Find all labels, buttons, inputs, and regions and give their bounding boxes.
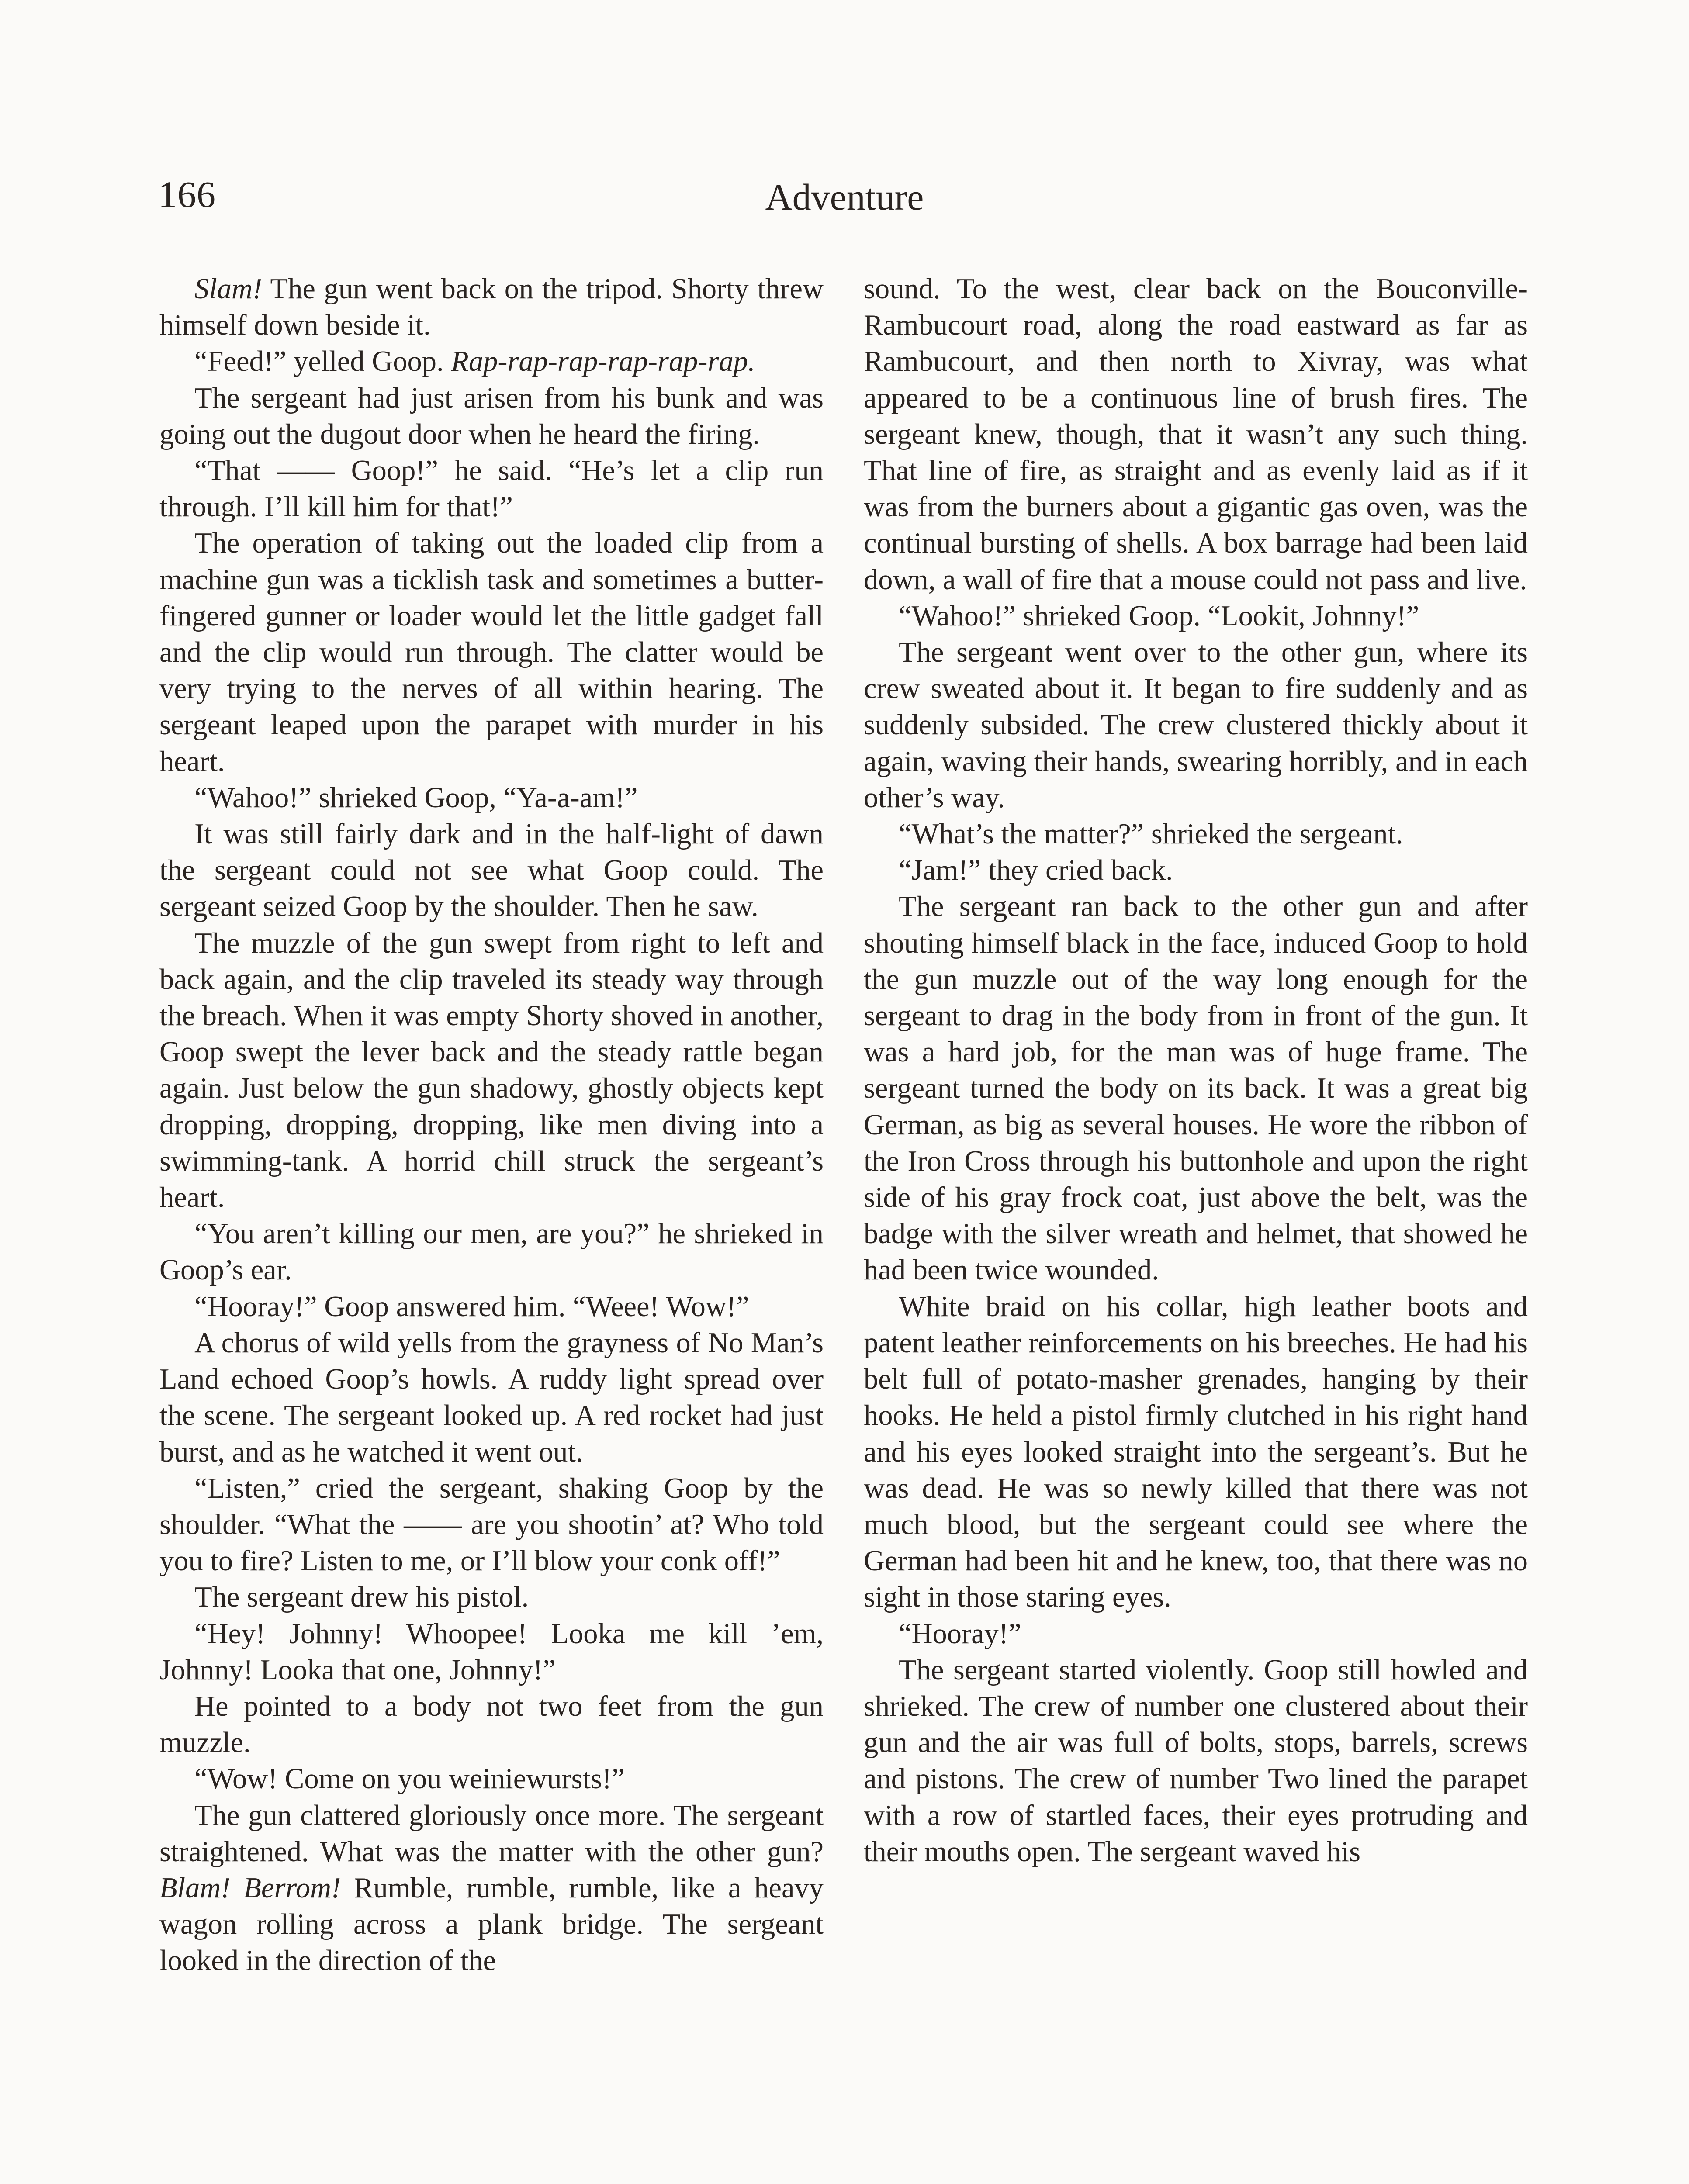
paragraph: “Wow! Come on you weiniewursts!”: [194, 1763, 625, 1795]
paragraph: The muzzle of the gun swept from right to left and back again, and the clip traveled its steady way through the breach. When it was empty Shorty shoved in another, Goop swept the lever back and the steady rattle began again. Just below the gun shadowy, ghostly objects kept dropping, dropping, dropping, like men diving into a swimming-tank. A horrid chill struck the sergeant’s heart.: [159, 927, 824, 1214]
paragraph: A chorus of wild yells from the grayness of No Man’s Land echoed Goop’s howls. A ruddy light spread over the scene. The sergeant looked up. A red rocket had just burst, and as he watched it went out.: [159, 1327, 824, 1468]
paragraph: “Hey! Johnny! Whoopee! Looka me kill ’em, Johnny! Looka that one, Johnny!”: [159, 1617, 824, 1686]
paragraph: The gun clattered gloriously once more. The sergeant straightened. What was the matter with the other gun? Blam! Berrom! Rumble, rumble, rumble, like a heavy wagon rolling across a plank bridge. The sergeant looked in the direction of the: [159, 1799, 824, 1977]
paragraph: “You aren’t killing our men, are you?” he shrieked in Goop’s ear.: [159, 1218, 824, 1286]
paragraph: “Hooray!” Goop answered him. “Weee! Wow!”: [194, 1290, 749, 1323]
paragraph: “That —— Goop!” he said. “He’s let a clip run through. I’ll kill him for that!”: [159, 455, 824, 523]
paragraph: “What’s the matter?” shrieked the sergeant.: [899, 818, 1403, 850]
paragraph: “Hooray!”: [899, 1617, 1021, 1650]
paragraph: “Feed!” yelled Goop. Rap-rap-rap-rap-rap-rap.: [194, 346, 755, 378]
paragraph: The sergeant drew his pistol.: [194, 1581, 529, 1614]
paragraph: The sergeant ran back to the other gun and after shouting himself black in the face, induced Goop to hold the gun muzzle out of the way long enough for the sergeant to drag in the body from in front of the gun. It was a hard job, for the man was of huge frame. The sergeant turned the body on its back. It was a great big German, as big as several houses. He wore the ribbon of the Iron Cross through his buttonhole and upon the right side of his gray frock coat, just above the belt, was the badge with the silver wreath and helmet, that showed he had been twice wounded.: [864, 891, 1528, 1286]
paragraph: The sergeant had just arisen from his bunk and was going out the dugout door when he heard the firing.: [159, 382, 824, 450]
paragraph: “Wahoo!” shrieked Goop, “Ya-a-am!”: [194, 781, 638, 814]
left-text-column: [159, 271, 824, 1979]
paragraph: It was still fairly dark and in the half-light of dawn the sergeant could not see what Goop could. The sergeant seized Goop by the shoulder. Then he saw.: [159, 818, 824, 923]
paragraph: The sergeant went over to the other gun, where its crew sweated about it. It began to fire suddenly and as suddenly subsided. The crew clustered thickly about it again, waving their hands, swearing horribly, and in each other’s way.: [864, 636, 1528, 814]
paragraph: “Jam!” they cried back.: [899, 854, 1173, 887]
paragraph: “Wahoo!” shrieked Goop. “Lookit, Johnny!”: [899, 600, 1419, 632]
paragraph: He pointed to a body not two feet from the gun muzzle.: [159, 1690, 824, 1759]
paragraph: Slam! The gun went back on the tripod. Shorty threw himself down beside it.: [159, 273, 824, 342]
paragraph: The operation of taking out the loaded clip from a machine gun was a ticklish task and sometimes a butter-fingered gunner or loader would let the little gadget fall and the clip would run through. The clatter would be very trying to the nerves of all within hearing. The sergeant leaped upon the parapet with murder in his heart.: [159, 527, 824, 778]
paragraph-continued: sound. To the west, clear back on the Bouconville-Rambucourt road, along the road eastward as far as Rambucourt, and then north to Xivray, was what appeared to be a continuous line of brush fires. The sergeant knew, though, that it wasn’t any such thing. That line of fire, as straight and as evenly laid as if it was from the burners about a gigantic gas oven, was the continual bursting of shells. A box barrage had been laid down, a wall of fire that a mouse could not pass and live.: [864, 273, 1528, 596]
paragraph: White braid on his collar, high leather boots and patent leather reinforcements on his breeches. He had his belt full of potato-masher grenades, hanging by their hooks. He held a pistol firmly clutched in his right hand and his eyes looked straight into the sergeant’s. But he was dead. He was so newly killed that there was not much blood, but the sergeant could see where the German had been hit and he knew, too, that there was no sight in those staring eyes.: [864, 1290, 1528, 1614]
right-text-column: [864, 271, 1528, 1870]
paragraph: The sergeant started violently. Goop still howled and shrieked. The crew of number one clustered about their gun and the air was full of bolts, stops, barrels, screws and pistons. The crew of number Two lined the parapet with a row of startled faces, their eyes protruding and their mouths open. The sergeant waved his: [864, 1654, 1528, 1868]
page-number: 166: [158, 173, 216, 215]
paragraph: “Listen,” cried the sergeant, shaking Goop by the shoulder. “What the —— are you shootin’ at? Who told you to fire? Listen to me, or I’ll blow your conk off!”: [159, 1472, 824, 1577]
running-head: Adventure: [765, 176, 924, 218]
